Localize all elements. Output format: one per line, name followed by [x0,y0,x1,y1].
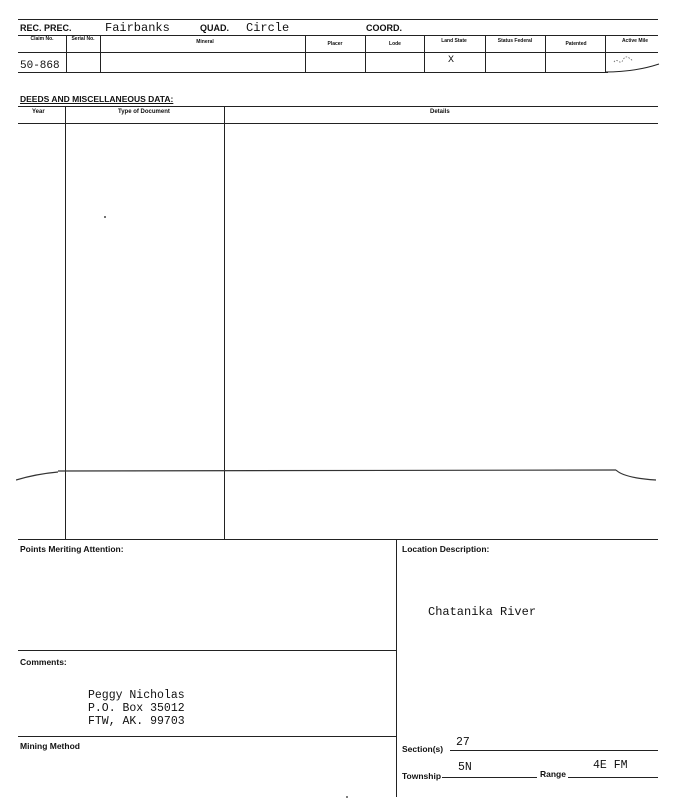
col-header-land-state: Land State [441,38,467,44]
col-header-status-federal: Status Federal [497,38,533,44]
section-value: 27 [456,736,470,749]
comments-line-1: Peggy Nicholas [88,689,185,702]
bottom-dot [346,796,348,798]
section-underline [450,750,658,751]
claim-col-divider-1 [66,35,67,72]
township-value: 5N [458,761,472,774]
col-header-placer: Placer [327,41,343,47]
claim-col-divider-6 [485,35,486,72]
stray-dot [104,216,106,218]
rec-prec-value: Fairbanks [105,21,170,35]
fold-line [16,462,661,486]
top-rule [18,19,658,20]
claim-table-top [18,35,658,36]
quad-label: QUAD. [200,23,229,33]
range-label: Range [540,769,566,779]
col-header-mineral: Mineral [196,39,214,45]
claim-col-divider-3 [305,35,306,72]
comments-line-3: FTW, AK. 99703 [88,715,185,728]
deeds-section-title: DEEDS AND MISCELLANEOUS DATA: [20,94,174,104]
col-header-lode: Lode [389,41,401,47]
claim-table-bottom [18,72,608,73]
col-header-type: Type of Document [118,109,170,115]
location-label: Location Description: [402,544,490,554]
rec-prec-label: REC. PREC. [20,23,72,33]
claim-col-divider-7 [545,35,546,72]
lower-section-top [18,539,658,540]
comments-line-2: P.O. Box 35012 [88,702,185,715]
land-state-mark: X [448,55,455,66]
claim-col-divider-8 [605,35,606,72]
comments-top-rule [18,650,396,651]
township-underline [442,777,537,778]
points-label: Points Meriting Attention: [20,544,124,554]
coord-label: COORD. [366,23,402,33]
col-header-serial-no: Serial No. [71,36,95,42]
deeds-header-bottom [18,123,658,124]
range-value: 4E FM [593,759,628,772]
claim-col-divider-5 [424,35,425,72]
col-header-active-mile: Active Mile [621,38,649,44]
lower-center-divider [396,539,397,797]
deeds-table-top [18,106,658,107]
location-text: Chatanika River [428,605,537,619]
scribble-mark [612,54,636,68]
quad-value: Circle [246,21,290,35]
col-header-patented: Patented [565,41,587,47]
claim-col-divider-4 [365,35,366,72]
claim-table-header-bottom [18,52,658,53]
comments-label: Comments: [20,657,67,667]
col-header-claim-no: Claim No. [30,36,54,42]
township-label: Township [402,771,442,781]
mining-method-top-rule [18,736,396,737]
section-label: Section(s) [402,744,444,754]
claim-col-divider-2 [100,35,101,72]
col-header-year: Year [32,109,45,115]
col-header-details: Details [430,109,450,115]
claim-no-value: 50-868 [20,60,60,72]
range-underline [568,777,658,778]
mining-method-label: Mining Method [20,741,80,751]
